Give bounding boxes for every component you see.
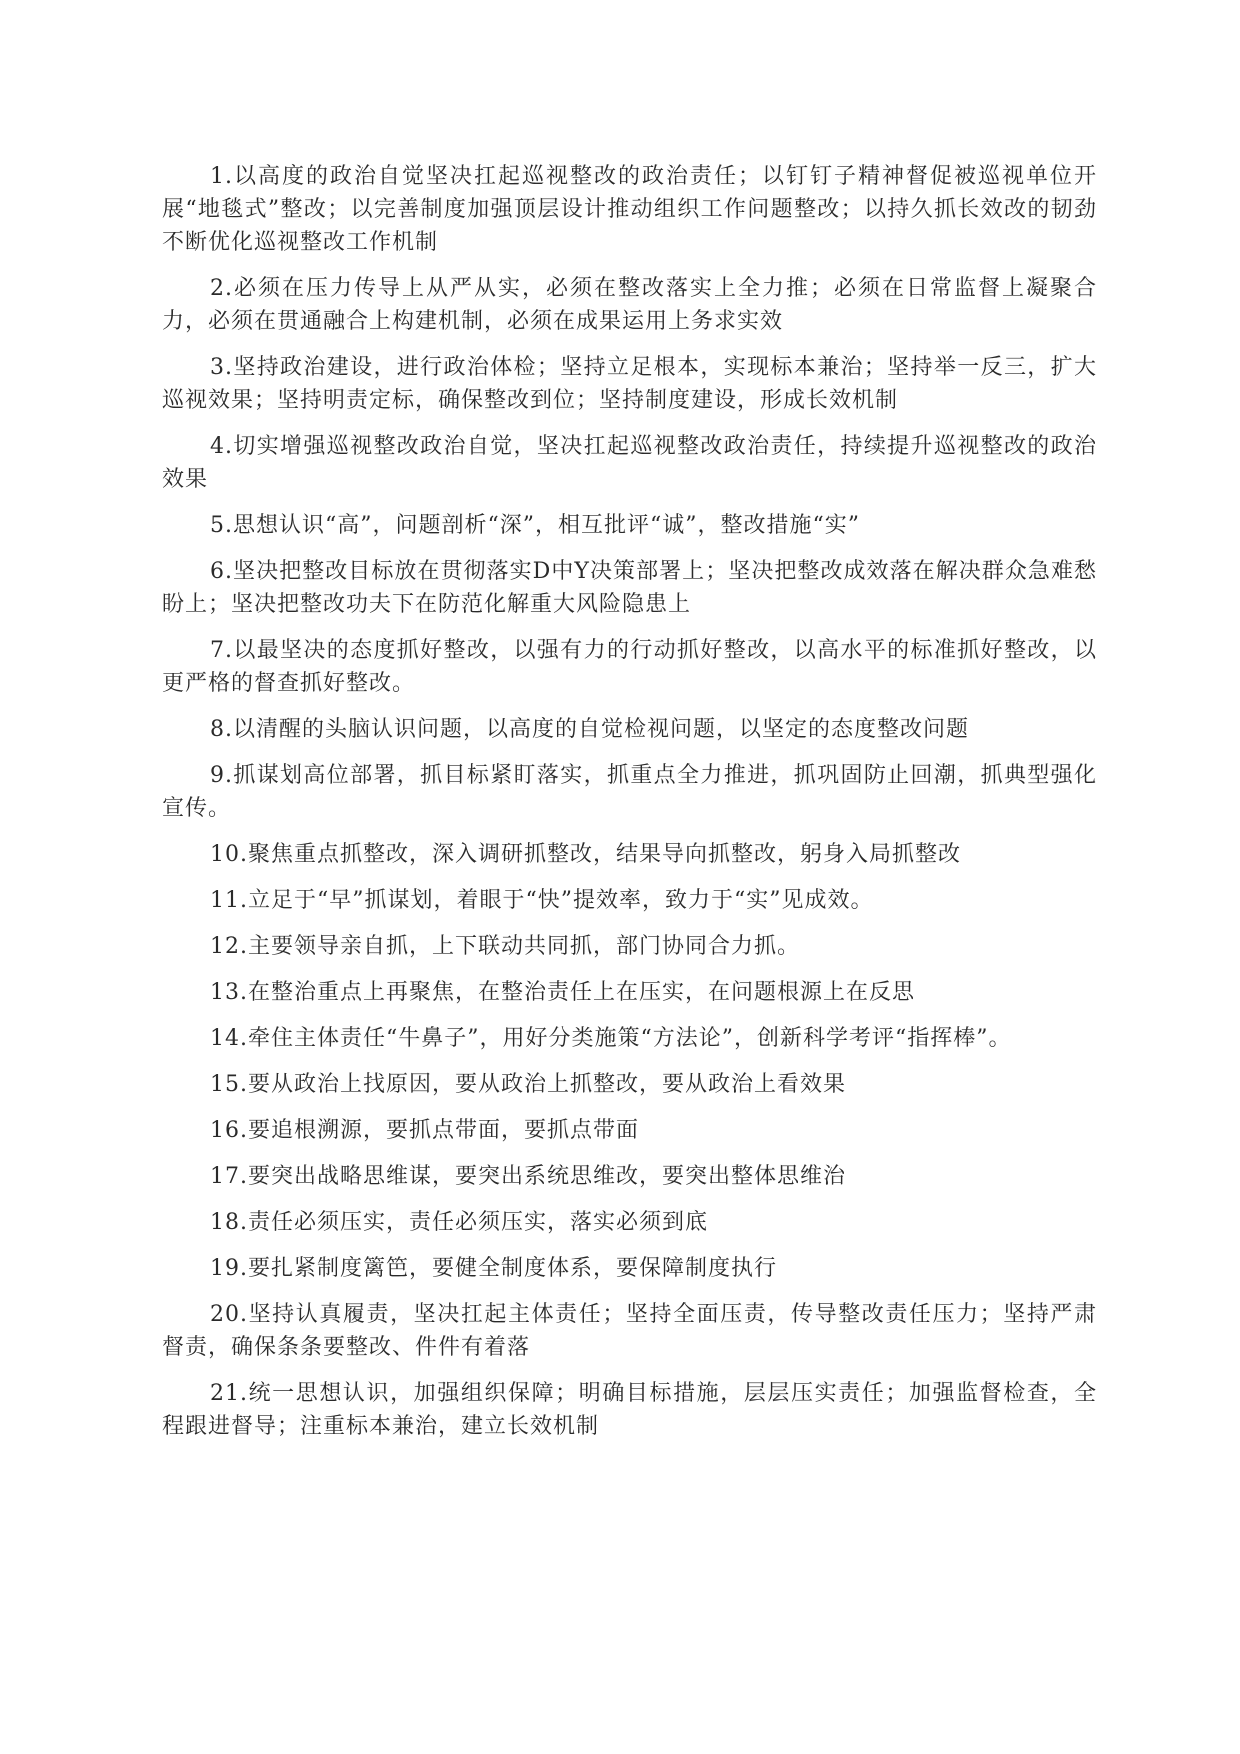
list-item: 2.必须在压力传导上从严从实，必须在整改落实上全力推；必须在日常监督上凝聚合力，必须在贯通融合上构建机制，必须在成果运用上务求实效 xyxy=(162,276,1097,334)
list-item: 3.坚持政治建设，进行政治体检；坚持立足根本，实现标本兼治；坚持举一反三，扩大巡视效果；坚持明责定标，确保整改到位；坚持制度建设，形成长效机制 xyxy=(162,355,1097,413)
list-item: 12.主要领导亲自抓，上下联动共同抓，部门协同合力抓。 xyxy=(210,934,800,959)
list-item: 7.以最坚决的态度抓好整改，以强有力的行动抓好整改，以高水平的标准抓好整改，以更严格的督查抓好整改。 xyxy=(162,638,1097,696)
list-item: 4.切实增强巡视整改政治自觉，坚决扛起巡视整改政治责任，持续提升巡视整改的政治效果 xyxy=(162,434,1097,492)
list-item: 15.要从政治上找原因，要从政治上抓整改，要从政治上看效果 xyxy=(210,1072,846,1097)
list-item: 11.立足于“早”抓谋划，着眼于“快”提效率，致力于“实”见成效。 xyxy=(210,888,874,913)
list-item: 16.要追根溯源，要抓点带面，要抓点带面 xyxy=(210,1118,639,1143)
list-item: 5.思想认识“高”，问题剖析“深”，相互批评“诚”，整改措施“实” xyxy=(210,513,860,538)
list-item: 17.要突出战略思维谋，要突出系统思维改，要突出整体思维治 xyxy=(210,1164,846,1189)
list-item: 10.聚焦重点抓整改，深入调研抓整改，结果导向抓整改，躬身入局抓整改 xyxy=(210,842,961,867)
list-item: 6.坚决把整改目标放在贯彻落实D中Y决策部署上；坚决把整改成效落在解决群众急难愁盼上；坚决把整改功夫下在防范化解重大风险隐患上 xyxy=(162,559,1097,617)
document-body xyxy=(162,160,1097,1456)
list-item: 20.坚持认真履责，坚决扛起主体责任；坚持全面压责，传导整改责任压力；坚持严肃督责，确保条条要整改、件件有着落 xyxy=(162,1302,1097,1360)
list-item: 18.责任必须压实，责任必须压实，落实必须到底 xyxy=(210,1210,708,1235)
list-item: 21.统一思想认识，加强组织保障；明确目标措施，层层压实责任；加强监督检查，全程跟进督导；注重标本兼治，建立长效机制 xyxy=(162,1381,1097,1439)
list-item: 19.要扎紧制度篱笆，要健全制度体系，要保障制度执行 xyxy=(210,1256,777,1281)
list-item: 8.以清醒的头脑认识问题，以高度的自觉检视问题，以坚定的态度整改问题 xyxy=(210,717,969,742)
list-item: 13.在整治重点上再聚焦，在整治责任上在压实，在问题根源上在反思 xyxy=(210,980,915,1005)
list-item: 1.以高度的政治自觉坚决扛起巡视整改的政治责任；以钉钉子精神督促被巡视单位开展“地毯式”整改；以完善制度加强顶层设计推动组织工作问题整改；以持久抓长效改的韧劲不断优化巡视整改工作机制 xyxy=(162,164,1097,255)
list-item: 14.牵住主体责任“牛鼻子”，用好分类施策“方法论”，创新科学考评“指挥棒”。 xyxy=(210,1026,1012,1051)
list-item: 9.抓谋划高位部署，抓目标紧盯落实，抓重点全力推进，抓巩固防止回潮，抓典型强化宣传。 xyxy=(162,763,1097,821)
